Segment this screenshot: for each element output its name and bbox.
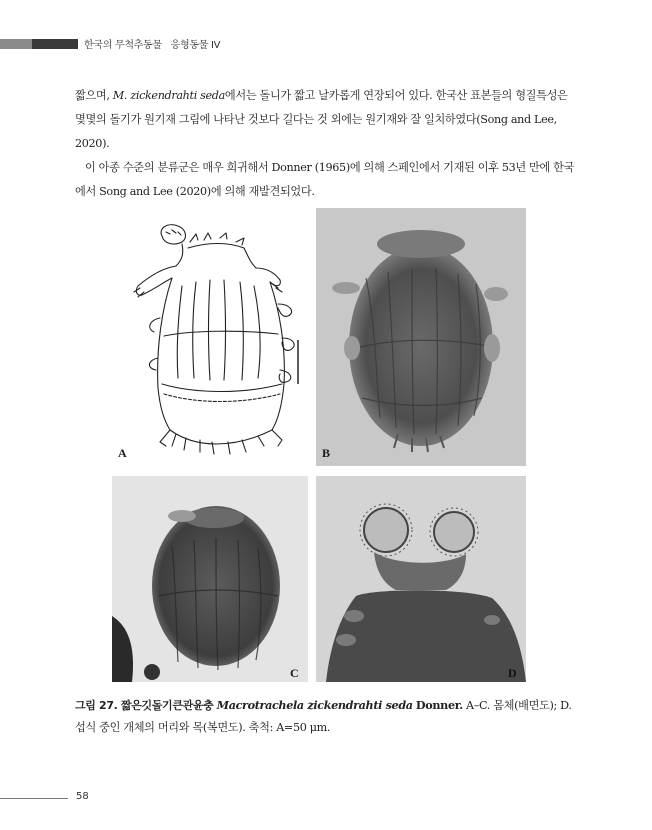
page-number: 58 (76, 791, 89, 802)
running-header (84, 36, 220, 51)
panel-label-d: D (508, 666, 517, 680)
book-title: 한국의 무척추동물 (84, 40, 162, 51)
caption-author: Donner. (415, 698, 463, 712)
paragraph-1-rest: 에서는 돌니가 짧고 날카롭게 연장되어 있다. 한국산 표본들의 형질특성은 몇몇의 돌기가 원기재 그림에 나타난 것보다 길다는 것 외에는 원기재와 잘 일치하였다(Song and Lee, 2020). (75, 89, 568, 150)
paragraph-1-start: 짧으며, (75, 89, 113, 102)
panel-label-a: A (118, 446, 127, 460)
rotifer-line-drawing (112, 208, 308, 466)
header-bar-accent (0, 39, 32, 49)
caption-species: Macrotrachela zickendrahti seda (216, 698, 413, 712)
species-name: M. zickendrahti seda (112, 89, 225, 102)
figure-panel-a-drawing (112, 208, 308, 466)
micrograph-d-image (316, 476, 526, 682)
figure-caption (75, 694, 580, 739)
figure-panel-b-micrograph (316, 208, 526, 466)
section-title: 응형동물 IV (170, 40, 221, 51)
figure-panel-d-micrograph (316, 476, 526, 682)
figure-panel-c-micrograph (112, 476, 308, 682)
footer-rule (0, 798, 68, 799)
caption-title: 그림 27. 짧은깃돌기큰관윤충 (75, 699, 214, 712)
body-text (75, 84, 575, 204)
panel-label-c: C (290, 666, 299, 680)
micrograph-c-image (112, 476, 308, 682)
paragraph-1 (75, 84, 575, 156)
paragraph-2: 이 아종 수준의 분류군은 매우 희귀해서 Donner (1965)에 의해 스페인에서 기재된 이후 53년 만에 한국에서 Song and Lee (2020)에 의해 재발견되었다. (75, 161, 575, 198)
caption-description: A–C. 몸체(배면도); D. 섭식 중인 개체의 머리와 목(복면도). 축척: A=50 μm. (75, 699, 572, 734)
micrograph-b-image (316, 208, 526, 466)
panel-label-b: B (322, 446, 331, 460)
